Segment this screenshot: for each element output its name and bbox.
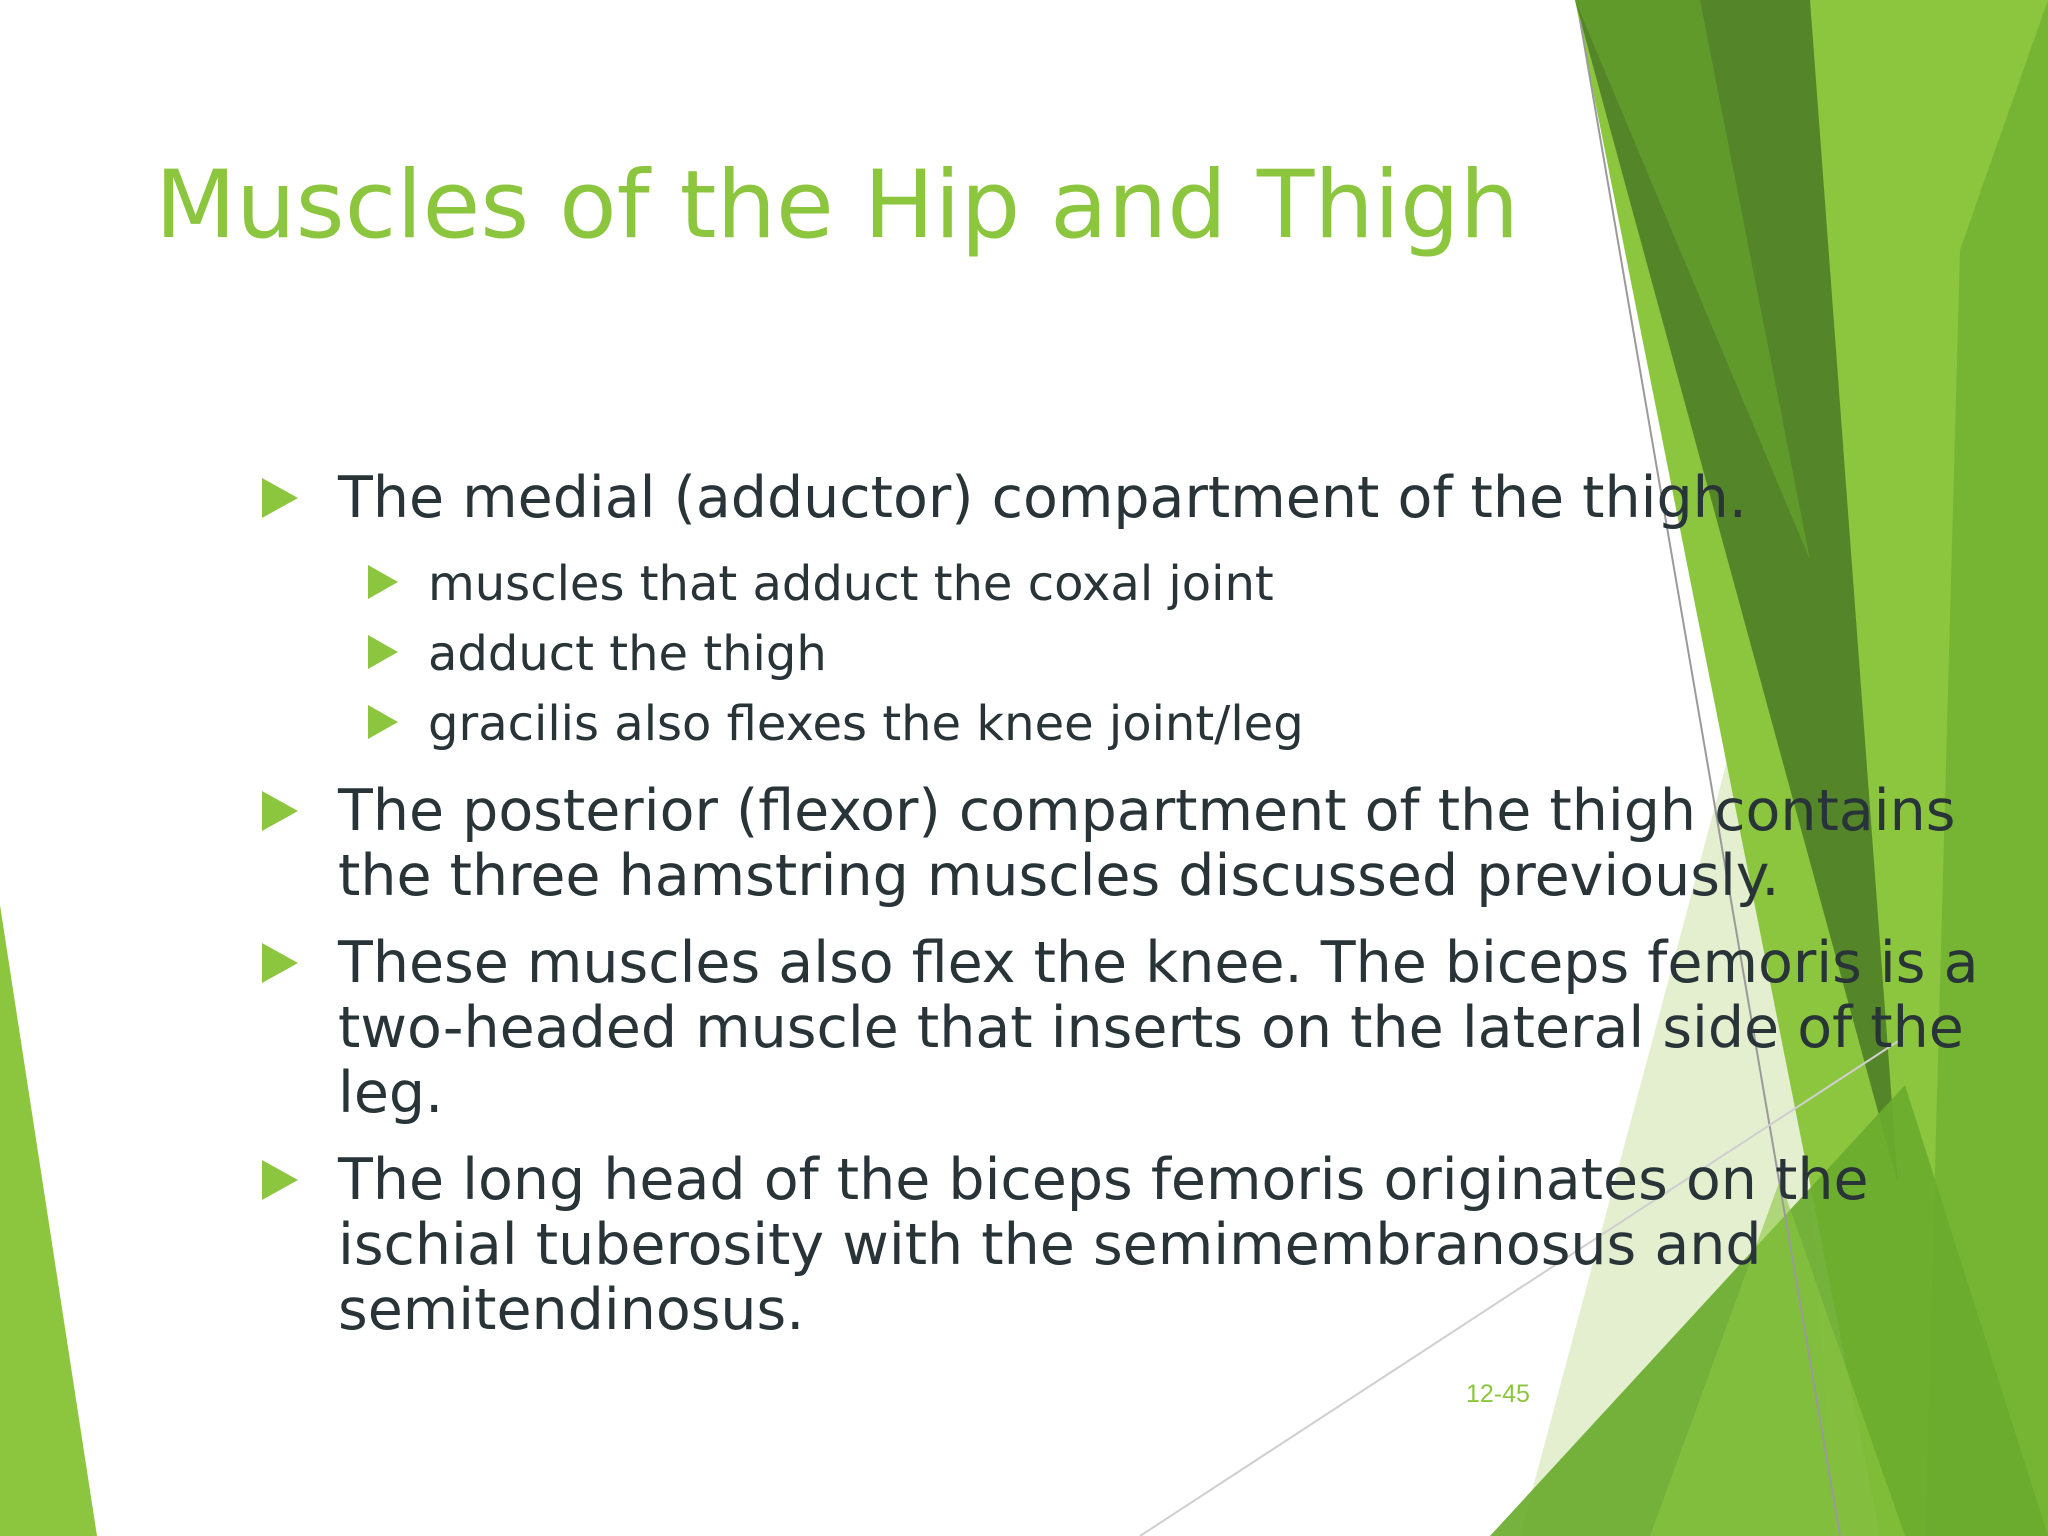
bullet-item xyxy=(262,779,1982,909)
sub-bullet-item xyxy=(368,693,1982,755)
slide-title: Muscles of the Hip and Thigh xyxy=(155,151,1520,260)
bullet-list xyxy=(262,466,1982,1365)
sub-bullet-item xyxy=(368,553,1982,615)
bullet-item xyxy=(262,466,1982,531)
bullet-triangle-icon xyxy=(262,943,298,983)
bullet-item xyxy=(262,1148,1982,1343)
sub-bullet-text: gracilis also flexes the knee joint/leg xyxy=(428,696,1304,752)
sub-bullet-triangle-icon xyxy=(368,635,398,669)
sub-bullet-triangle-icon xyxy=(368,705,398,739)
bullet-triangle-icon xyxy=(262,1160,298,1200)
bullet-triangle-icon xyxy=(262,791,298,831)
deco-left-sliver xyxy=(0,905,97,1536)
sub-bullet-item xyxy=(368,623,1982,685)
bullet-text: The posterior (flexor) compartment of the thigh contains the three hamstring muscles discussed previously. xyxy=(338,778,1956,909)
bullet-text: These muscles also flex the knee. The biceps femoris is a two-headed muscle that inserts on the lateral side of the leg. xyxy=(338,930,1979,1126)
sub-bullet-text: adduct the thigh xyxy=(428,626,827,682)
bullet-item xyxy=(262,931,1982,1126)
page-number: 12-45 xyxy=(1466,1380,1530,1408)
sub-bullet-text: muscles that adduct the coxal joint xyxy=(428,556,1274,612)
bullet-triangle-icon xyxy=(262,478,298,518)
bullet-text: The long head of the biceps femoris originates on the ischial tuberosity with the semimembranosus and semitendinosus. xyxy=(338,1147,1869,1343)
bullet-text: The medial (adductor) compartment of the thigh. xyxy=(338,465,1747,531)
sub-bullet-triangle-icon xyxy=(368,565,398,599)
sub-bullet-list xyxy=(262,553,1982,755)
